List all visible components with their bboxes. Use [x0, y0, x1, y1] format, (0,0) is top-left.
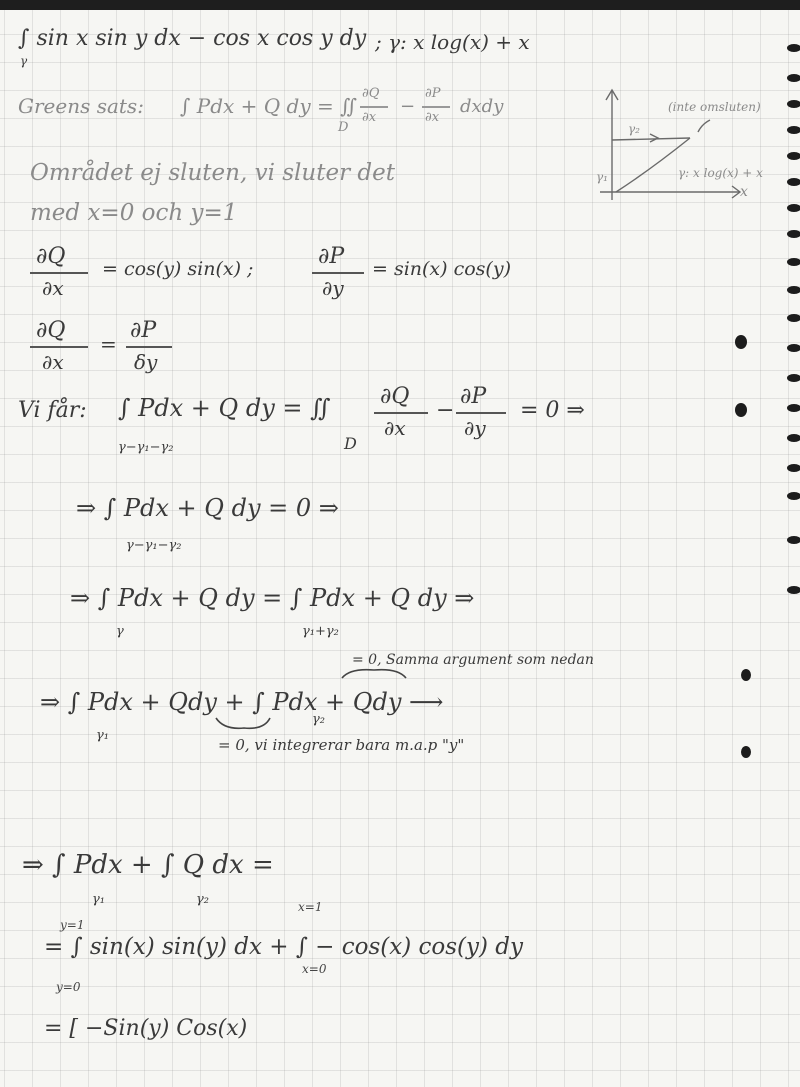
step5-equation: ⇒ ∫ Pdx + ∫ Q dx =	[22, 850, 274, 880]
vifar-integral: ∫ Pdx + Q dy = ∬	[118, 394, 331, 422]
vifar-tail: = 0 ⇒	[520, 398, 585, 423]
greens-frac1-den: ∂x	[362, 110, 377, 125]
area-note-line1: Området ej sluten, vi sluter det	[30, 160, 395, 186]
vifar-label: Vi får:	[18, 398, 87, 423]
step4-equation: ⇒ ∫ Pdx + Qdy + ∫ Pdx + Qdy ⟶	[40, 688, 444, 716]
greens-frac2-bar	[422, 106, 450, 108]
vifar-f1-den: ∂x	[384, 416, 406, 440]
sketch-note-arrow	[698, 120, 710, 132]
dp-rhs: = sin(x) cos(y)	[372, 258, 511, 280]
eq-lhs-bar	[30, 346, 88, 348]
step3-sub1: γ	[116, 624, 124, 639]
step6-lim2-top: x=1	[298, 900, 323, 914]
dq-bar	[30, 272, 88, 274]
dp-den: ∂y	[322, 276, 344, 300]
step6-lim1-top: y=1	[60, 918, 85, 932]
step4-bottom-brace	[214, 714, 274, 734]
step4-sub2: γ₂	[312, 712, 325, 727]
sketch-x-label: x	[740, 184, 748, 200]
greens-label: Greens sats:	[18, 94, 144, 118]
eq-rhs-num: ∂P	[130, 318, 157, 343]
dp-num: ∂P	[318, 244, 345, 269]
step2-sub: γ−γ₁−γ₂	[126, 538, 182, 553]
dq-den: ∂x	[42, 276, 64, 300]
step4-top-brace	[340, 664, 410, 682]
problem-integral-sub: γ	[20, 54, 28, 68]
greens-minus: −	[400, 96, 416, 117]
step3-equation: ⇒ ∫ Pdx + Q dy = ∫ Pdx + Q dy ⇒	[70, 584, 475, 612]
eq-rhs-den: δy	[134, 350, 158, 374]
dq-rhs: = cos(y) sin(x) ;	[102, 258, 254, 280]
sketch-note: (inte omsluten)	[668, 100, 761, 114]
greens-frac2-den: ∂x	[425, 110, 440, 125]
vifar-f2-bar	[456, 412, 506, 414]
page-top-edge	[0, 0, 800, 10]
step5-sub1: γ₁	[92, 892, 105, 907]
dq-num: ∂Q	[36, 244, 66, 269]
greens-frac2-num: ∂P	[425, 86, 441, 101]
sketch-curve-label: γ: x log(x) + x	[678, 166, 763, 180]
greens-tail: dxdy	[460, 96, 504, 117]
sketch-top-line	[612, 138, 690, 140]
problem-integral: ∫ sin x sin y dx − cos x cos y dy	[18, 26, 367, 51]
step4-note-top: = 0, Samma argument som nedan	[352, 652, 594, 668]
greens-D: D	[338, 120, 349, 135]
vifar-D: D	[344, 434, 357, 453]
sketch-top-arrow	[650, 134, 658, 142]
eq-sign: =	[100, 332, 117, 356]
sketch-gamma2: γ₂	[628, 122, 640, 136]
step4-sub1: γ₁	[96, 728, 109, 743]
greens-frac1-num: ∂Q	[362, 86, 380, 101]
step2-equation: ⇒ ∫ Pdx + Q dy = 0 ⇒	[76, 494, 339, 522]
eq-rhs-bar	[126, 346, 172, 348]
problem-curve: ; γ: x log(x) + x	[375, 30, 530, 54]
vifar-f2-num: ∂P	[460, 384, 487, 409]
vifar-f2-den: ∂y	[464, 416, 486, 440]
eq-lhs-num: ∂Q	[36, 318, 66, 343]
vifar-f1-bar	[374, 412, 428, 414]
vifar-minus: −	[436, 398, 455, 423]
greens-formula: ∫ Pdx + Q dy = ∬	[180, 94, 358, 118]
vifar-f1-num: ∂Q	[380, 384, 410, 409]
step6-equation: = ∫ sin(x) sin(y) dx + ∫ − cos(x) cos(y) dy	[44, 934, 524, 960]
area-note-line2: med x=0 och y=1	[30, 200, 238, 226]
step7-equation: = [ −Sin(y) Cos(x)	[44, 1016, 248, 1041]
step6-lim2-bot: x=0	[302, 962, 327, 976]
step3-sub2: γ₁+γ₂	[302, 624, 339, 639]
eq-lhs-den: ∂x	[42, 350, 64, 374]
sketch-gamma1: γ₁	[596, 170, 608, 184]
step5-sub2: γ₂	[196, 892, 209, 907]
step4-note-bottom: = 0, vi integrerar bara m.a.p "y"	[218, 736, 465, 754]
dp-bar	[312, 272, 364, 274]
sketch-curve	[616, 138, 690, 192]
vifar-sub: γ−γ₁−γ₂	[118, 440, 174, 455]
greens-frac1-bar	[360, 106, 388, 108]
step6-lim1-bot: y=0	[56, 980, 81, 994]
